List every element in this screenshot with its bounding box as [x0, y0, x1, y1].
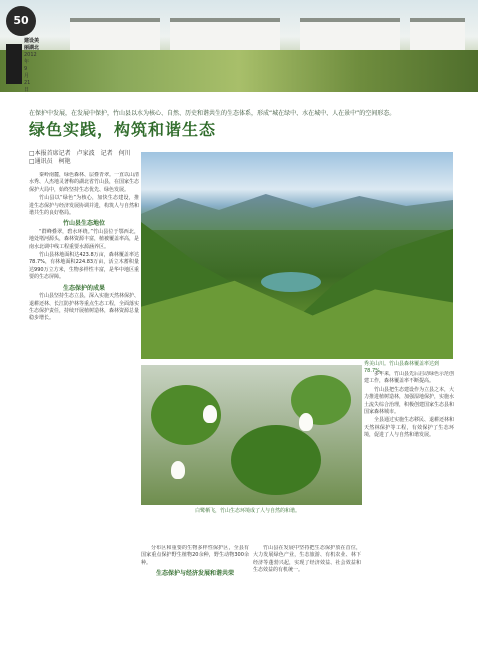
egret [171, 461, 185, 479]
page-number-badge: 50 [6, 6, 36, 36]
date-month: 9 [24, 66, 28, 72]
mountain-forest-photo [141, 152, 453, 359]
article-column-2 [141, 545, 249, 655]
article-column-3 [253, 545, 361, 655]
egret [203, 405, 217, 423]
paragraph: 全县通过实施生态移民、退耕还林和天然林保护等工程，有效保护了生态环境，促进了人与自然和谐发展。 [364, 417, 454, 439]
banner-trees [0, 50, 478, 92]
photo-caption-mountains: 秀美山川。竹山县森林覆盖率达到78.7%。 [364, 361, 440, 374]
byline-correspondent: □通讯员 柯艳 [29, 158, 71, 165]
section-subhead: 生态保护的成果 [62, 284, 105, 292]
date-year-char: 年 [24, 59, 30, 65]
issue-date [24, 38, 42, 94]
date-year: 2012 [24, 52, 37, 58]
building-illustration [300, 18, 400, 52]
section-subhead: 生态保护与经济发展和谐共荣 [155, 570, 234, 578]
building-illustration [170, 18, 280, 52]
foliage [231, 425, 321, 495]
section-subhead: 竹山县生态地位 [62, 220, 105, 228]
distant-ridges [141, 190, 453, 230]
paragraph: 竹山县把生态建设作为立县之本，大力推进植树造林，加强湿地保护，实施水土流失综合治理，积极创建国家生态县和国家森林城市。 [364, 386, 454, 416]
article-lead: 在保护中发展，在发展中保护，竹山县以水为核心、自然、历史和谐共生的生态体系，形成“城在绿中、水在城中、人在景中”的空间形态。 [29, 110, 396, 117]
building-illustration [410, 18, 465, 52]
paragraph: 秦岭南麓，绿色森林、层叠青翠。一直以山清水秀、人杰地灵著称的湖北省竹山县，在国家生态保护大局中，始终坚持生态优先、绿色发展。 [29, 172, 139, 193]
egret [299, 413, 313, 431]
photo-caption-egrets: 白鹭栖飞，竹山生态环境成了人与自然的和谐。 [195, 508, 301, 514]
egrets-photo [141, 365, 362, 505]
section-label: 建设美丽湖北 [24, 38, 40, 51]
valley-lake [261, 272, 321, 292]
article-title: 绿色实践，构筑和谐生态 [29, 120, 217, 139]
paragraph: 分布区和重要的生物多样性保护区，全县有国家重点保护野生植物20余种，野生动物300余种。 [141, 545, 249, 566]
date-month-char: 月 [24, 73, 30, 79]
date-day: 21 [24, 80, 31, 86]
article-column-1 [29, 172, 139, 642]
paragraph: 竹山县以“绿色”为核心，加快生态建设，推进生态保护与经济发展协调并进，构筑人与自然和谐共生的良好格局。 [29, 195, 139, 217]
masthead-banner [0, 0, 478, 92]
paragraph: 竹山县坚持生态立县，深入实施天然林保护、退耕还林、长江防护林等重点生态工程，全面落实生态保护责任，持续开展植树造林，森林资源总量稳步增长。 [29, 293, 139, 322]
byline-reporters: □本报首席记者 卢家波 记者 何川 [29, 150, 131, 157]
byline [29, 150, 131, 166]
paragraph: 竹山县在发展中坚持把生态保护放在首位，大力发展绿色产业，生态旅游、有机农业、林下经济等蓬勃兴起，实现了经济效益、社会效益和生态效益的有机统一。 [253, 545, 361, 574]
paragraph: “群峰叠翠，碧水环绕。”竹山县位于鄂西北，地处堵河源头，森林资源丰富，植被覆盖率高，是南水北调中线工程重要水源涵养区。 [29, 228, 139, 250]
article-column-4 [364, 371, 454, 651]
section-marker [6, 44, 22, 84]
building-illustration [70, 18, 160, 52]
paragraph: 竹山县林地面积达423.8万亩，森林覆盖率达78.7%，有林地面积224.83万亩，活立木蓄积量达990万立方米，生物多样性丰富，是华中地区重要的生态屏障。 [29, 252, 139, 281]
paragraph: 多年来，竹山县先后启动绿色示范创建工作，森林覆盖率不断提高。 [364, 371, 454, 385]
date-day-char: 日 [24, 87, 30, 93]
